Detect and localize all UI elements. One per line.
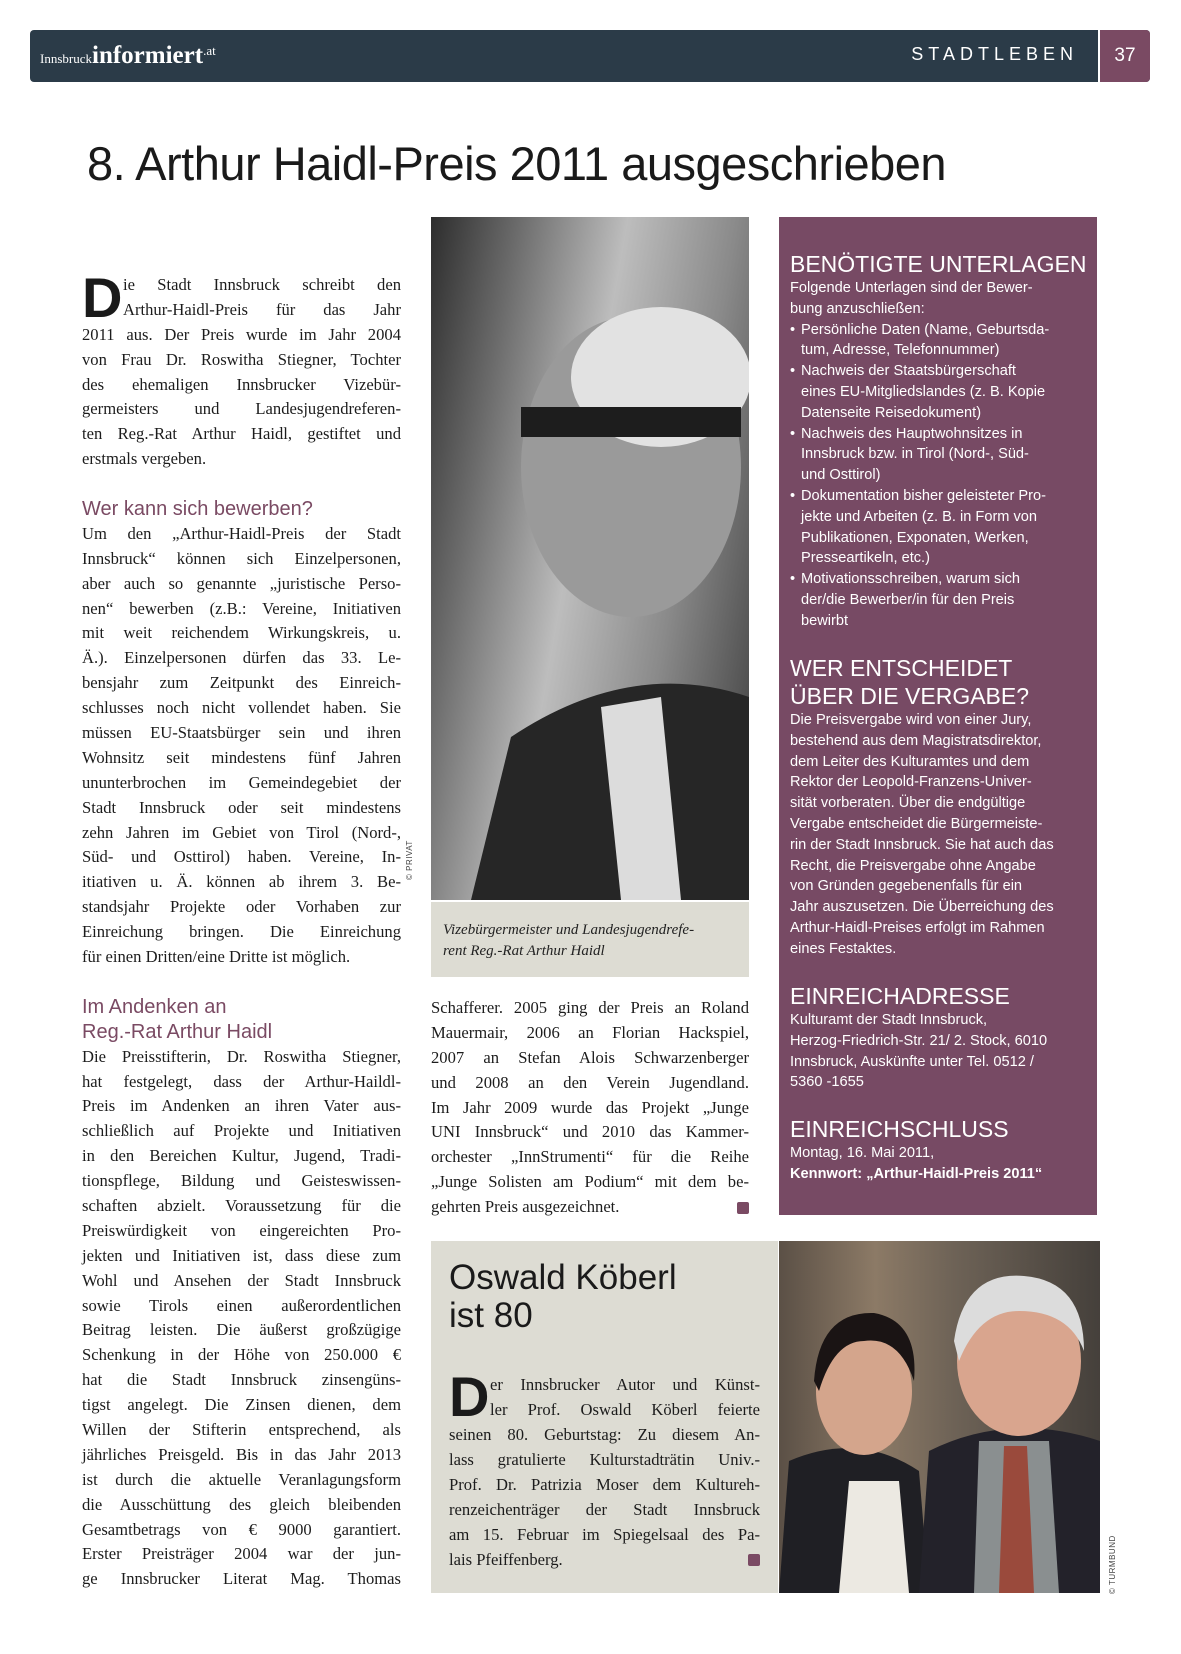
- text-line: Einreichung bringen. Die Einreichung: [82, 922, 401, 942]
- info-line: Jahr auszusetzen. Die Überreichung des: [790, 899, 1054, 916]
- text-line: hat festgelegt, dass der Arthur-Haildl-: [82, 1071, 401, 1091]
- required-documents-list: [790, 278, 1090, 632]
- document-list-item: [790, 424, 1090, 486]
- koeberl-paragraph: [449, 1365, 760, 1572]
- info-line: jekte und Arbeiten (z. B. in Form von: [801, 508, 1038, 525]
- text-line: ununterbrochen im Gemeindegebiet der: [82, 772, 401, 792]
- info-line: Kulturamt der Stadt Innsbruck,: [790, 1012, 988, 1028]
- intro-paragraph: [82, 266, 401, 472]
- info-line: Die Preisvergabe wird von einer Jury,: [790, 712, 1032, 728]
- text-line: aber auch so genannte „juristische Perso-: [82, 573, 401, 593]
- text-line: am 15. Februar im Spiegelsaal des Pa-: [449, 1525, 760, 1544]
- text-line: tionspflege, Bildung und Geisteswissen-: [82, 1171, 401, 1191]
- info-line: eines Festaktes.: [790, 940, 897, 957]
- text-line: orchester „InnStrumenti“ für die Reihe: [431, 1147, 749, 1167]
- text-line: Wohnsitz seit mindestens fünf Jahren: [82, 747, 401, 767]
- heading-jury-line1: WER ENTSCHEIDET: [790, 655, 1013, 681]
- info-line: sität vorberaten. Über die endgültige: [790, 795, 1026, 812]
- text-line: [431, 1195, 749, 1220]
- subheading-who-can-apply: Wer kann sich bewerben?: [82, 498, 313, 521]
- text-line-content: gehrten Preis ausgezeichnet.: [431, 1197, 620, 1217]
- text-line: Arthur-Haidl-Preis für das Jahr: [123, 299, 401, 319]
- info-line: dem Leiter des Kulturamtes und dem: [790, 753, 1030, 770]
- text-line: Ä.). Einzelpersonen dürfen das 33. Le-: [82, 648, 401, 668]
- text-line: seinen 80. Geburtstag: Zu diesem An-: [449, 1425, 760, 1444]
- text-line-content: lais Pfeiffenberg.: [449, 1550, 563, 1569]
- text-line: Preis im Andenken an ihren Vater aus-: [82, 1096, 401, 1116]
- text-line: und 2008 an den Verein Jugendland.: [431, 1072, 749, 1092]
- text-line: mit weit reichendem Wirkungskreis, u.: [82, 623, 401, 643]
- text-line: Willen der Stifterin entsprechend, als: [82, 1419, 401, 1439]
- text-line: in den Bereichen Kultur, Jugend, Tradi-: [82, 1146, 401, 1166]
- bullet-icon: •: [790, 571, 796, 588]
- section-label: STADTLEBEN: [911, 44, 1078, 64]
- document-list-item: [790, 361, 1090, 423]
- portrait-silhouette: [431, 217, 749, 900]
- photo-koeberl-and-moser: [779, 1241, 1100, 1593]
- text-line: Erster Preisträger 2004 war der jun-: [82, 1544, 401, 1564]
- info-line: 5360 -1655: [790, 1074, 864, 1091]
- deadline-text: [790, 1143, 1090, 1185]
- info-line: Recht, die Preisvergabe ohne Angabe: [790, 857, 1036, 874]
- portrait-photo-arthur-haidl: [431, 217, 749, 900]
- text-line: Wohl und Ansehen der Stadt Innsbruck: [82, 1270, 401, 1290]
- submission-address: [790, 1010, 1090, 1093]
- subheading-memorial-line2: Reg.-Rat Arthur Haidl: [82, 1020, 273, 1043]
- text-line: Süd- und Osttirol) haben. Vereine, In-: [82, 847, 401, 867]
- document-list-item: [790, 320, 1090, 362]
- text-line: 2007 an Stefan Alois Schwarzenberger: [431, 1047, 749, 1067]
- text-line: germeisters und Landesjugendreferen-: [82, 399, 401, 419]
- koeberl-article: [431, 1241, 778, 1593]
- caption-line: rent Reg.-Rat Arthur Haidl: [443, 943, 605, 959]
- info-line: der/die Bewerber/in für den Preis: [801, 591, 1015, 608]
- memorial-paragraph: [82, 1045, 401, 1593]
- info-line: tum, Adresse, Telefonnummer): [801, 342, 1000, 359]
- text-line: Gesamtbetrags von € 9000 garantiert.: [82, 1519, 401, 1539]
- bullet-icon: •: [790, 363, 796, 380]
- text-line: UNI Innsbruck“ und 2010 das Kammer-: [431, 1122, 749, 1142]
- text-line: standsjahr Projekte oder Vorhaben zur: [82, 897, 401, 917]
- info-line: Dokumentation bisher geleisteter Pro-: [801, 487, 1046, 504]
- logo-prefix: Innsbruck: [40, 51, 92, 66]
- article-title: 8. Arthur Haidl-Preis 2011 ausgeschrieben: [87, 137, 947, 190]
- text-line: Prof. Dr. Patrizia Moser dem Kultureh-: [449, 1475, 760, 1494]
- heading-jury-line2: ÜBER DIE VERGABE?: [790, 683, 1030, 709]
- article-column-middle: [431, 996, 749, 1220]
- subheading-memorial-line1: Im Andenken an: [82, 995, 227, 1018]
- text-line: Innsbruck“ können sich Einzelpersonen,: [82, 548, 401, 568]
- end-of-article-square-icon: [748, 1554, 760, 1566]
- text-line: Um den „Arthur-Haidl-Preis der Stadt: [82, 523, 401, 543]
- heading-deadline: EINREICHSCHLUSS: [790, 1116, 1009, 1142]
- info-line: Motivationsschreiben, warum sich: [801, 571, 1020, 588]
- info-line: Nachweis des Hauptwohnsitzes in: [801, 425, 1023, 442]
- info-line: Vergabe entscheidet die Bürgermeiste-: [790, 815, 1043, 832]
- text-line: Mauermair, 2006 an Florian Hackspiel,: [431, 1022, 749, 1042]
- info-line: Publikationen, Exponaten, Werken,: [801, 529, 1029, 546]
- text-line: ie Stadt Innsbruck schreibt den: [123, 275, 401, 294]
- info-line: und Osttirol): [801, 467, 881, 484]
- info-line: Presseartikeln, etc.): [801, 550, 930, 567]
- text-line: 2011 aus. Der Preis wurde im Jahr 2004: [82, 324, 401, 344]
- text-line: müssen EU-Staatsbürger sein und ihren: [82, 723, 401, 743]
- text-line: Die Preisstifterin, Dr. Roswitha Stiegner,: [82, 1046, 401, 1066]
- koeberl-title: [449, 1259, 677, 1335]
- text-line: für einen Dritten/eine Dritte ist möglich.: [82, 947, 351, 967]
- info-line: Innsbruck, Auskünfte unter Tel. 0512 /: [790, 1053, 1034, 1070]
- text-line: ler Prof. Oswald Köberl feierte: [490, 1400, 760, 1419]
- info-line: Rektor der Leopold-Franzens-Univer-: [790, 774, 1032, 791]
- info-line: Herzog-Friedrich-Str. 21/ 2. Stock, 6010: [790, 1032, 1048, 1049]
- text-line: lass gratulierte Kulturstadträtin Univ.-: [449, 1450, 760, 1469]
- eligibility-paragraph: [82, 522, 401, 970]
- end-of-article-square-icon: [737, 1202, 749, 1214]
- logo-suffix: .at: [203, 43, 216, 58]
- info-line: Folgende Unterlagen sind der Bewer-: [790, 280, 1033, 296]
- heading-submission-address: EINREICHADRESSE: [790, 983, 1010, 1009]
- photo-credit: © PRIVAT: [405, 840, 414, 880]
- photo-caption: [431, 902, 749, 977]
- koeberl-body: [449, 1365, 760, 1572]
- publication-logo: [40, 42, 216, 70]
- info-line: bewirbt: [801, 612, 849, 629]
- info-line: Persönliche Daten (Name, Geburtsda-: [801, 321, 1050, 338]
- document-list-item: [790, 569, 1090, 631]
- heading-required-documents: BENÖTIGTE UNTERLAGEN: [790, 251, 1087, 277]
- text-line: nen“ bewerben (z.B.: Vereine, Initiativen: [82, 598, 401, 618]
- title-line: Oswald Köberl: [449, 1258, 677, 1297]
- text-line: schlusses noch nicht vollendet haben. Sie: [82, 698, 401, 718]
- photo-people: [779, 1241, 1100, 1593]
- text-line: ist durch die aktuelle Veranlagungsform: [82, 1469, 401, 1489]
- text-line: zehn Jahren im Gebiet von Tirol (Nord-,: [82, 822, 401, 842]
- text-line: sowie Tirols einen außerordentlichen: [82, 1295, 401, 1315]
- drop-cap: D: [449, 1365, 490, 1428]
- text-line: ten Reg.-Rat Arthur Haidl, gestiftet und: [82, 424, 401, 444]
- article-column-left: [82, 266, 401, 1592]
- text-line: ge Innsbrucker Literat Mag. Thomas: [82, 1569, 401, 1589]
- text-line: Preiswürdigkeit von eingereichten Pro-: [82, 1220, 401, 1240]
- info-line: bestehend aus dem Magistratsdirektor,: [790, 732, 1042, 749]
- text-line: itiativen u. Ä. können ab ihrem 3. Be-: [82, 872, 401, 892]
- drop-cap: D: [82, 266, 123, 329]
- text-line: Stadt Innsbruck oder seit mindestens: [82, 797, 401, 817]
- text-line: bensjahr zum Zeitpunkt des Einreich-: [82, 673, 401, 693]
- bullet-icon: •: [790, 425, 796, 442]
- text-line: Schenkung in der Höhe von 250.000 €: [82, 1345, 401, 1365]
- deadline-date: Montag, 16. Mai 2011,: [790, 1145, 935, 1161]
- info-line: bung anzuschließen:: [790, 300, 925, 317]
- text-line: von Frau Dr. Roswitha Stiegner, Tochter: [82, 349, 401, 369]
- info-line: Innsbruck bzw. in Tirol (Nord-, Süd-: [801, 446, 1029, 463]
- text-line: erstmals vergeben.: [82, 449, 207, 469]
- info-line: Arthur-Haidl-Preises erfolgt im Rahmen: [790, 919, 1045, 936]
- text-line: die Ausschüttung des gleich bleibenden: [82, 1494, 401, 1514]
- info-line: Nachweis der Staatsbürgerschaft: [801, 363, 1016, 380]
- bullet-icon: •: [790, 487, 796, 504]
- logo-main: informiert: [92, 42, 204, 69]
- text-line: renzeichenträger der Stadt Innsbruck: [449, 1500, 760, 1519]
- info-line: rin der Stadt Innsbruck. Sie hat auch das: [790, 836, 1054, 853]
- text-line: schließlich auf Projekte und Initiativen: [82, 1121, 401, 1141]
- text-line: er Innsbrucker Autor und Künst-: [490, 1375, 760, 1394]
- photo-credit: © TURMBUND: [1108, 1535, 1117, 1594]
- document-list-item: [790, 486, 1090, 569]
- text-line: jekten und Initiativen ist, dass diese zum: [82, 1245, 401, 1265]
- page-header: [30, 30, 1150, 82]
- text-line: tigst angelegt. Die Zinsen dienen, dem: [82, 1395, 401, 1415]
- text-line: hat die Stadt Innsbruck zinsengüns-: [82, 1370, 401, 1390]
- info-line: von Gründen gegebenenfalls für ein: [790, 878, 1023, 895]
- info-line: eines EU-Mitgliedslandes (z. B. Kopie: [801, 383, 1046, 400]
- text-line: [449, 1547, 760, 1572]
- text-line: schaften abzielt. Voraussetzung für die: [82, 1195, 401, 1215]
- text-line: jährliches Preisgeld. Bis in das Jahr 2013: [82, 1444, 401, 1464]
- text-line: des ehemaligen Innsbrucker Vizebür-: [82, 374, 401, 394]
- text-line: Im Jahr 2009 wurde das Projekt „Junge: [431, 1097, 749, 1117]
- info-box: [779, 217, 1097, 1215]
- winners-paragraph: [431, 996, 749, 1220]
- page-number: 37: [1098, 30, 1150, 82]
- keyword: Kennwort: „Arthur-Haidl-Preis 2011“: [790, 1165, 1043, 1182]
- title-line: ist 80: [449, 1296, 533, 1335]
- text-line: „Junge Solisten am Podium“ mit dem be-: [431, 1172, 749, 1192]
- text-line: Schafferer. 2005 ging der Preis an Roland: [431, 998, 749, 1017]
- info-line: Datenseite Reisedokument): [801, 404, 982, 421]
- jury-text: [790, 710, 1090, 960]
- caption-line: Vizebürgermeister und Landesjugendrefe-: [443, 922, 695, 938]
- text-line: Beitrag leisten. Die äußerst großzügige: [82, 1320, 401, 1340]
- bullet-icon: •: [790, 321, 796, 338]
